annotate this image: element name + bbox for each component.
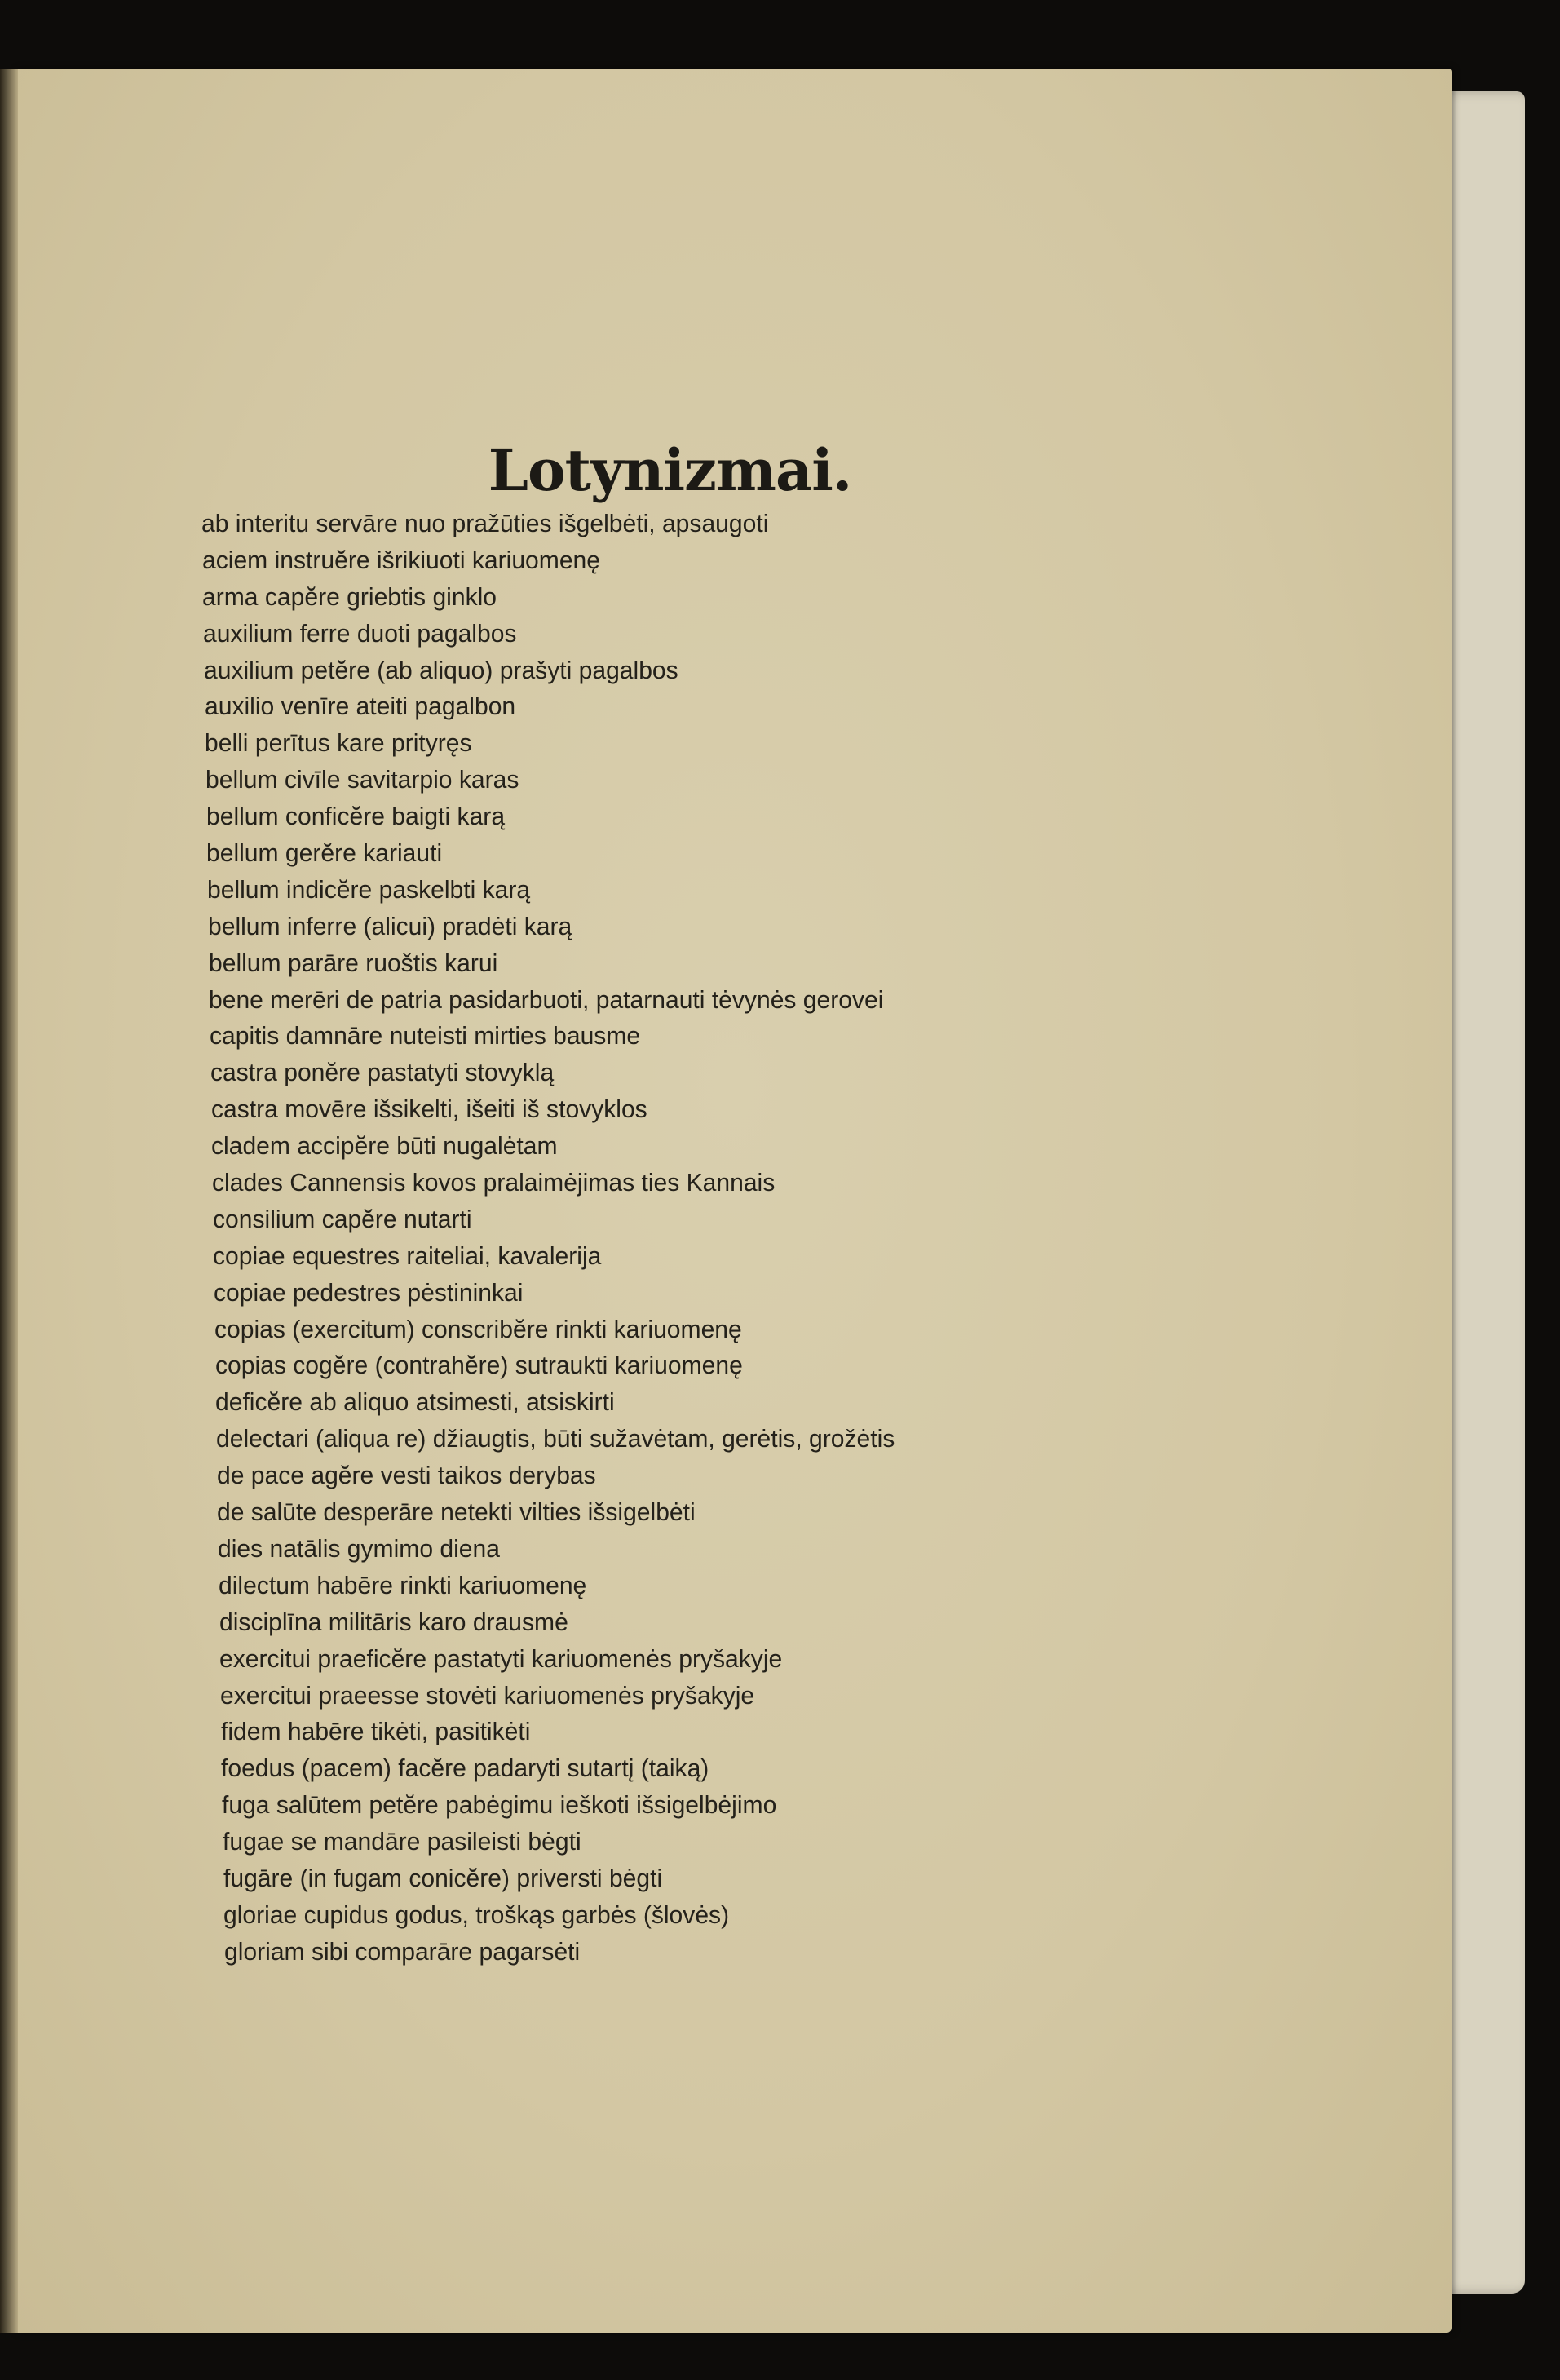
- phrase-entry: bellum gerĕre kariauti: [206, 838, 443, 868]
- phrase-entry: bellum civīle savitarpio karas: [205, 765, 519, 794]
- phrase-entry: copias (exercitum) conscribĕre rinkti kariuomenę: [214, 1314, 742, 1343]
- phrase-entry: ab interitu servāre nuo pražūties išgelbėti, apsaugoti: [201, 509, 769, 537]
- phrase-entry: fuga salūtem petĕre pabėgimu ieškoti išsigelbėjimo: [222, 1790, 777, 1820]
- phrase-entry: dilectum habēre rinkti kariuomenę: [218, 1570, 587, 1599]
- phrase-entry: arma capĕre griebtis ginklo: [202, 582, 497, 611]
- phrase-entry: foedus (pacem) facĕre padaryti sutartį (taiką): [221, 1754, 709, 1783]
- phrase-entry: bellum conficĕre baigti karą: [205, 802, 505, 831]
- phrase-entry: belli perītus kare prityręs: [205, 728, 472, 758]
- phrase-entry: auxilium ferre duoti pagalbos: [203, 618, 517, 648]
- phrase-entry: de salūte desperāre netekti vilties išsigelbėti: [217, 1497, 696, 1527]
- phrase-entry: castra movēre išsikelti, išeiti iš stovyklos: [210, 1095, 647, 1124]
- phrase-entry: delectari (aliqua re) džiaugtis, būti sužavėtam, gerėtis, grožėtis: [216, 1424, 895, 1453]
- phrase-entry: fugae se mandāre pasileisti bėgti: [222, 1827, 581, 1856]
- phrase-entry: bellum parāre ruoštis karui: [208, 948, 497, 977]
- phrase-entry: gloriam sibi comparāre pagarsėti: [224, 1936, 581, 1966]
- phrase-entry: deficĕre ab aliquo atsimesti, atsiskirti: [215, 1387, 615, 1417]
- phrase-entry: fidem habēre tikėti, pasitikėti: [220, 1717, 531, 1746]
- phrase-list: [201, 506, 916, 1971]
- page-gutter: [0, 69, 18, 2333]
- phrase-entry: auxilium petĕre (ab aliquo) prašyti pagalbos: [203, 655, 678, 684]
- phrase-entry: copiae equestres raiteliai, kavalerija: [213, 1241, 602, 1270]
- phrase-entry: consilium capĕre nutarti: [212, 1204, 472, 1233]
- phrase-entry: copias cogĕre (contrahĕre) sutraukti kariuomenę: [214, 1351, 743, 1380]
- phrase-entry: capitis damnāre nuteisti mirties bausme: [210, 1021, 641, 1051]
- phrase-entry: castra ponĕre pastatyti stovyklą: [210, 1058, 554, 1087]
- phrase-entry: auxilio venīre ateiti pagalbon: [204, 692, 515, 721]
- phrase-entry: bellum indicĕre paskelbti karą: [207, 874, 531, 904]
- phrase-entry: gloriae cupidus godus, troškąs garbės (šlovės): [223, 1900, 730, 1929]
- phrase-entry: de pace agĕre vesti taikos derybas: [216, 1461, 596, 1490]
- page-title: Lotynizmai.: [488, 436, 852, 504]
- phrase-entry: cladem accipĕre būti nugalėtam: [211, 1131, 558, 1161]
- phrase-entry: exercitui praeesse stovėti kariuomenės pryšakyje: [220, 1680, 755, 1710]
- phrase-entry: dies natālis gymimo diena: [218, 1533, 501, 1563]
- phrase-entry: exercitui praeficĕre pastatyti kariuomenės pryšakyje: [219, 1643, 783, 1673]
- phrase-entry: aciem instruĕre išrikiuoti kariuomenę: [201, 545, 600, 574]
- phrase-entry: bene merēri de patria pasidarbuoti, patarnauti tėvynės gerovei: [209, 984, 884, 1014]
- phrase-entry: fugāre (in fugam conicĕre) priversti bėgti: [223, 1863, 662, 1892]
- phrase-entry: copiae pedestres pėstininkai: [214, 1277, 524, 1307]
- phrase-entry: bellum inferre (alicui) pradėti karą: [207, 911, 572, 940]
- phrase-entry: clades Cannensis kovos pralaimėjimas ties Kannais: [211, 1168, 776, 1197]
- phrase-entry: disciplīna militāris karo drausmė: [219, 1607, 568, 1636]
